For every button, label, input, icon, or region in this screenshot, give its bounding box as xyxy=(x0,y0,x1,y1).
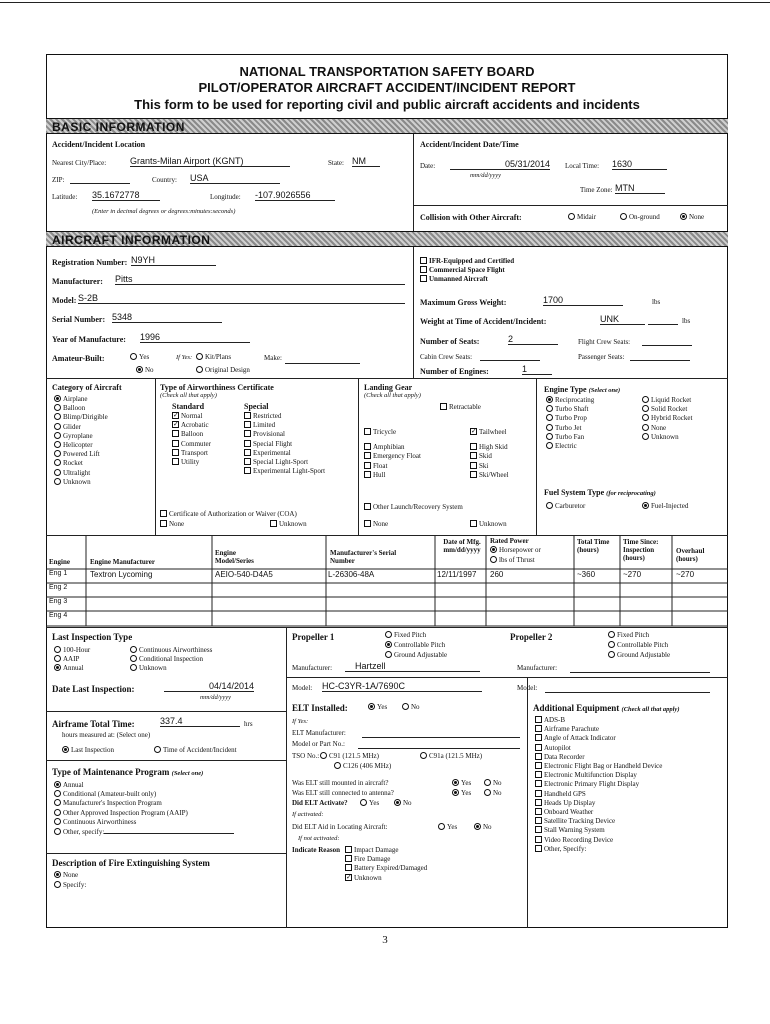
engine-unknown[interactable]: Unknown xyxy=(642,433,692,442)
cert-utility[interactable]: Utility xyxy=(172,458,211,467)
th-total-time: Total Time (hours) xyxy=(577,538,610,554)
cert-limited[interactable]: Limited xyxy=(244,421,325,430)
cert-provisional[interactable]: Provisional xyxy=(244,430,325,439)
gear-float[interactable]: Float xyxy=(364,462,421,471)
model-label: Model: xyxy=(52,296,77,305)
page-number: 3 xyxy=(382,934,388,946)
elt-tso-label: TSO No.: xyxy=(292,752,320,760)
manufacturer-field[interactable]: Pitts xyxy=(115,274,405,285)
cert-special-flight[interactable]: Special Flight xyxy=(244,440,325,449)
category-ultralight[interactable]: Ultralight xyxy=(54,469,108,478)
gear-amphibian[interactable]: Amphibian xyxy=(364,443,421,452)
fuel-title: Fuel System Type (for reciprocating) xyxy=(544,488,656,497)
engine-liquid-rocket[interactable]: Liquid Rocket xyxy=(642,396,692,405)
seats-label: Number of Seats: xyxy=(420,337,480,346)
time-zone-label: Time Zone: xyxy=(580,186,613,194)
equip-parachute[interactable]: Airframe Parachute xyxy=(535,725,662,734)
prop1-controllable[interactable]: Controllable Pitch xyxy=(385,641,445,649)
category-airplane[interactable]: Airplane xyxy=(54,395,108,404)
category-glider[interactable]: Glider xyxy=(54,423,108,432)
fuel-injected[interactable]: Fuel-Injected xyxy=(642,502,688,510)
equip-satellite[interactable]: Satellite Tracking Device xyxy=(535,817,662,826)
th-serial: Manufacturer's Serial Number xyxy=(330,549,397,565)
engines-count-field[interactable]: 1 xyxy=(522,364,552,375)
inspection-title: Last Inspection Type xyxy=(52,632,133,642)
collision-label: Collision with Other Aircraft: xyxy=(420,213,522,222)
equip-stall[interactable]: Stall Warning System xyxy=(535,826,662,835)
divider xyxy=(527,677,528,928)
cert-standard: Standard xyxy=(172,402,205,411)
elt-ifactivated: If activated: xyxy=(292,811,324,818)
cert-unknown[interactable]: Unknown xyxy=(270,520,307,528)
amateur-yes[interactable]: Yes xyxy=(130,353,149,361)
engine-type-left xyxy=(546,396,594,451)
insp-aaip[interactable]: AAIP xyxy=(54,655,79,663)
latitude-field[interactable]: 35.1672778 xyxy=(92,190,160,201)
prop1-mfr-field[interactable]: Hartzell xyxy=(345,661,480,672)
engine-none[interactable]: None xyxy=(642,424,692,433)
engine-turbo-prop[interactable]: Turbo Prop xyxy=(546,414,594,423)
last-insp-date-label: Date Last Inspection: xyxy=(52,684,135,694)
cert-balloon[interactable]: Balloon xyxy=(172,430,211,439)
cert-special-list xyxy=(244,412,325,476)
mgw-unit: lbs xyxy=(652,298,661,306)
elt-reason-fire[interactable]: Fire Damage xyxy=(345,855,427,864)
mgw-field[interactable]: 1700 xyxy=(543,295,623,306)
elt-reason-list xyxy=(345,846,427,883)
engine-type-right xyxy=(642,396,692,442)
last-insp-date-format: mm/dd/yyyy xyxy=(200,694,232,701)
maint-annual[interactable]: Annual xyxy=(54,781,234,790)
engine-row-4-eng: Eng 4 xyxy=(49,612,68,619)
gear-tricycle[interactable]: Tricycle xyxy=(364,428,421,437)
elt-c126[interactable]: C126 (406 MHz) xyxy=(334,762,391,770)
maint-aaip[interactable]: Other Approved Inspection Program (AAIP) xyxy=(54,809,234,818)
divider xyxy=(286,627,287,928)
prop1-ground-adj[interactable]: Ground Adjustable xyxy=(385,651,447,659)
city-field[interactable]: Grants-Milan Airport (KGNT) xyxy=(130,156,290,167)
elt-activate-no[interactable]: No xyxy=(394,799,412,807)
maint-list xyxy=(54,781,234,837)
fire-title: Description of Fire Extinguishing System xyxy=(52,858,210,868)
elt-q-locating: Did ELT Aid in Locating Aircraft: xyxy=(292,823,388,831)
collision-on-ground[interactable]: On-ground xyxy=(620,213,660,221)
th-date-mfg: Date of Mfg. mm/dd/yyyy xyxy=(443,538,481,554)
passenger-label: Passenger Seats: xyxy=(578,353,625,361)
category-blimp[interactable]: Blimp/Dirigible xyxy=(54,413,108,422)
equip-gps[interactable]: Handheld GPS xyxy=(535,790,662,799)
state-field[interactable]: NM xyxy=(352,156,380,167)
form-title: PILOT/OPERATOR AIRCRAFT ACCIDENT/INCIDENT REPORT xyxy=(198,80,576,95)
category-title: Category of Aircraft xyxy=(52,383,122,392)
engine-row-1-eng: Eng 1 xyxy=(49,570,68,577)
ifr-checkbox[interactable]: IFR-Equipped and Certified xyxy=(420,257,514,265)
engines-count-label: Number of Engines: xyxy=(420,367,489,376)
zip-field[interactable] xyxy=(70,173,130,184)
elt-model-label: Model or Part No.: xyxy=(292,740,345,748)
elt-c91[interactable]: C91 (121.5 MHz) xyxy=(320,752,379,760)
unmanned-checkbox[interactable]: Unmanned Aircraft xyxy=(420,275,488,283)
longitude-field[interactable]: -107.9026556 xyxy=(255,190,335,201)
serial-label: Serial Number: xyxy=(52,315,106,324)
equip-title: Additional Equipment (Check all that apply) xyxy=(533,703,680,713)
basic-info-heading: BASIC INFORMATION xyxy=(52,120,185,134)
cert-sub: (Check all that apply) xyxy=(160,392,217,399)
engine-type-title: Engine Type (Select one) xyxy=(544,385,621,394)
elt-model-field[interactable] xyxy=(358,742,520,749)
prop1-model-field[interactable]: HC-C3YR-1A/7690C xyxy=(322,681,482,692)
city-label: Nearest City/Place: xyxy=(52,159,107,167)
country-label: Country: xyxy=(152,176,177,184)
weight-field[interactable]: UNK xyxy=(600,314,645,325)
insp-annual[interactable]: Annual xyxy=(54,664,84,672)
divider xyxy=(413,205,728,206)
engine-row-1-total[interactable]: ~360 xyxy=(577,570,596,579)
elt-ifnot: If not activated: xyxy=(298,835,340,842)
basic-info-band xyxy=(46,118,728,134)
seats-field[interactable]: 2 xyxy=(508,334,558,345)
passenger-field[interactable] xyxy=(630,353,690,361)
cert-acrobatic[interactable]: ✓Acrobatic xyxy=(172,421,211,430)
divider xyxy=(46,853,286,854)
divider xyxy=(536,378,537,535)
elt-mounted-no[interactable]: No xyxy=(484,779,502,787)
category-rocket[interactable]: Rocket xyxy=(54,459,108,468)
divider xyxy=(286,677,728,678)
elt-antenna-no[interactable]: No xyxy=(484,789,502,797)
equip-other[interactable]: Other, Specify: xyxy=(535,845,662,854)
local-time-label: Local Time: xyxy=(565,162,600,170)
time-zone-field[interactable]: MTN xyxy=(615,183,665,194)
engine-electric[interactable]: Electric xyxy=(546,442,594,451)
engine-row-1-power[interactable]: 260 xyxy=(490,570,504,579)
country-field[interactable]: USA xyxy=(190,173,280,184)
engine-row-1-insp[interactable]: ~270 xyxy=(623,570,642,579)
cert-experimental[interactable]: Experimental xyxy=(244,449,325,458)
make-label: Make: xyxy=(264,354,282,362)
local-time-field[interactable]: 1630 xyxy=(612,159,667,170)
weight-label: Weight at Time of Accident/Incident: xyxy=(420,317,547,326)
airframe-unit: hrs xyxy=(244,720,253,728)
engine-reciprocating[interactable]: Reciprocating xyxy=(546,396,594,405)
elt-mfr-field[interactable] xyxy=(362,731,520,738)
serial-field[interactable]: 5348 xyxy=(112,312,222,323)
elt-yes[interactable]: Yes xyxy=(368,703,387,711)
gear-emergency-float[interactable]: Emergency Float xyxy=(364,452,421,461)
cert-normal[interactable]: ✓Normal xyxy=(172,412,211,421)
divider xyxy=(413,247,414,378)
gear-right-list xyxy=(470,428,509,480)
prop2-ground-adj[interactable]: Ground Adjustable xyxy=(608,651,670,659)
weight-blank xyxy=(648,315,678,325)
insp-continuous[interactable]: Continuous Airworthiness xyxy=(130,646,212,654)
coord-note: (Enter in decimal degrees or degrees:minutes:seconds) xyxy=(92,208,236,215)
airframe-field[interactable]: 337.4 xyxy=(160,716,240,727)
engine-turbo-fan[interactable]: Turbo Fan xyxy=(546,433,594,442)
divider xyxy=(46,760,286,761)
engine-row-3-eng: Eng 3 xyxy=(49,598,68,605)
top-rule xyxy=(0,2,770,3)
insp-100-hour[interactable]: 100-Hour xyxy=(54,646,90,654)
engine-row-1-mfr[interactable]: Textron Lycoming xyxy=(90,570,153,579)
engine-row-2-eng: Eng 2 xyxy=(49,584,68,591)
year-label: Year of Manufacture: xyxy=(52,335,126,344)
prop1-title: Propeller 1 xyxy=(292,632,335,642)
gear-ski[interactable]: Ski xyxy=(470,462,509,471)
fire-specify[interactable]: Specify: xyxy=(54,881,86,889)
aircraft-info-band xyxy=(46,231,728,247)
engine-row-1-date[interactable]: 12/11/1997 xyxy=(437,570,477,579)
measured-time-of-accident[interactable]: Time of Accident/Incident xyxy=(154,746,237,754)
prop2-model-field[interactable] xyxy=(545,686,710,693)
cabin-crew-label: Cabin Crew Seats: xyxy=(420,353,473,361)
registration-field[interactable]: N9YH xyxy=(131,255,216,266)
prop1-mfr-label: Manufacturer: xyxy=(292,664,333,672)
engine-solid-rocket[interactable]: Solid Rocket xyxy=(642,405,692,414)
airframe-label: Airframe Total Time: xyxy=(52,719,135,729)
original-design[interactable]: Original Design xyxy=(196,366,250,374)
weight-unit: lbs xyxy=(682,317,691,325)
engine-row-1-ovh[interactable]: ~270 xyxy=(676,570,695,579)
elt-q-activate: Did ELT Activate? xyxy=(292,799,348,807)
equip-weather[interactable]: Onboard Weather xyxy=(535,808,662,817)
equip-list xyxy=(535,716,662,854)
model-field[interactable]: S-2B xyxy=(78,293,405,304)
elt-q-antenna: Was ELT still connected to antenna? xyxy=(292,789,394,797)
th-engine-mfr: Engine Manufacturer xyxy=(90,558,156,566)
longitude-label: Longitude: xyxy=(210,193,241,201)
elt-reason-battery[interactable]: Battery Expired/Damaged xyxy=(345,864,427,873)
flight-crew-label: Flight Crew Seats: xyxy=(578,338,631,346)
gear-ski-wheel[interactable]: Ski/Wheel xyxy=(470,471,509,480)
th-rated-power: Rated Power xyxy=(490,537,529,545)
engine-row-1-model[interactable]: AEIO-540-D4A5 xyxy=(215,570,273,579)
maint-title: Type of Maintenance Program (Select one) xyxy=(52,767,204,777)
gear-left-list xyxy=(364,428,421,480)
kit-plans[interactable]: Kit/Plans xyxy=(196,353,231,361)
equip-autopilot[interactable]: Autopilot xyxy=(535,744,662,753)
elt-locating-no[interactable]: No xyxy=(474,823,492,831)
amateur-label: Amateur-Built: xyxy=(52,354,105,363)
gear-high-skid[interactable]: High Skid xyxy=(470,443,509,452)
maint-conditional[interactable]: Conditional (Amateur-built only) xyxy=(54,790,234,799)
engine-turbo-shaft[interactable]: Turbo Shaft xyxy=(546,405,594,414)
gear-tailwheel[interactable]: ✓Tailwheel xyxy=(470,428,509,437)
elt-reason-impact[interactable]: Impact Damage xyxy=(345,846,427,855)
cabin-crew-field[interactable] xyxy=(480,353,540,361)
divider xyxy=(155,378,156,535)
latitude-label: Latitude: xyxy=(52,193,78,201)
elt-installed-label: ELT Installed: xyxy=(292,703,348,713)
equip-efb[interactable]: Electronic Flight Bag or Handheld Device xyxy=(535,762,662,771)
elt-locating-yes[interactable]: Yes xyxy=(438,823,457,831)
measured-label: hours measured at: (Select one) xyxy=(62,731,151,739)
prop2-fixed[interactable]: Fixed Pitch xyxy=(608,631,649,639)
divider xyxy=(413,134,414,231)
elt-antenna-yes[interactable]: Yes xyxy=(452,789,471,797)
th-hp[interactable]: Horsepower or xyxy=(490,546,541,554)
equip-video[interactable]: Video Recording Device xyxy=(535,836,662,845)
gear-sub: (Check all that apply) xyxy=(364,392,421,399)
prop2-mfr-field[interactable] xyxy=(570,666,710,673)
prop2-controllable[interactable]: Controllable Pitch xyxy=(608,641,668,649)
fuel-carburetor[interactable]: Carburetor xyxy=(546,502,585,510)
cert-restricted[interactable]: Restricted xyxy=(244,412,325,421)
cert-coa[interactable]: Certificate of Authorization or Waiver (COA) xyxy=(160,510,297,518)
th-lbs-thrust[interactable]: lbs of Thrust xyxy=(490,556,535,564)
gear-skid[interactable]: Skid xyxy=(470,452,509,461)
elt-mounted-yes[interactable]: Yes xyxy=(452,779,471,787)
equip-pfd[interactable]: Electronic Primary Flight Display xyxy=(535,780,662,789)
prop1-fixed[interactable]: Fixed Pitch xyxy=(385,631,426,639)
measured-last-insp[interactable]: Last Inspection xyxy=(62,746,114,754)
agency-title: NATIONAL TRANSPORTATION SAFETY BOARD xyxy=(239,64,535,79)
th-inspection: Time Since: Inspection (hours) xyxy=(623,538,659,562)
date-time-title: Accident/Incident Date/Time xyxy=(420,140,519,149)
engine-hybrid-rocket[interactable]: Hybrid Rocket xyxy=(642,414,692,423)
divider xyxy=(46,627,728,628)
date-field[interactable]: 05/31/2014 xyxy=(450,159,550,170)
last-insp-date-field[interactable]: 04/14/2014 xyxy=(164,681,254,692)
equip-data-recorder[interactable]: Data Recorder xyxy=(535,753,662,762)
category-gyroplane[interactable]: Gyroplane xyxy=(54,432,108,441)
prop2-mfr-label: Manufacturer: xyxy=(517,664,558,672)
th-overhaul: Overhaul (hours) xyxy=(676,547,705,563)
gear-other[interactable]: Other Launch/Recovery System xyxy=(364,503,463,511)
prop2-title: Propeller 2 xyxy=(510,632,553,642)
gear-none[interactable]: None xyxy=(364,520,388,528)
cert-commuter[interactable]: Commuter xyxy=(172,440,211,449)
equip-adsb[interactable]: ADS-B xyxy=(535,716,662,725)
divider xyxy=(358,378,359,535)
gear-hull[interactable]: Hull xyxy=(364,471,421,480)
category-powered-lift[interactable]: Powered Lift xyxy=(54,450,108,459)
date-format: mm/dd/yyyy xyxy=(470,172,502,179)
collision-midair[interactable]: Midair xyxy=(568,213,596,221)
category-unknown[interactable]: Unknown xyxy=(54,478,108,487)
engine-turbo-jet[interactable]: Turbo Jet xyxy=(546,424,594,433)
elt-no[interactable]: No xyxy=(402,703,420,711)
location-title: Accident/Incident Location xyxy=(52,140,146,149)
equip-hud[interactable]: Heads Up Display xyxy=(535,799,662,808)
category-balloon[interactable]: Balloon xyxy=(54,404,108,413)
amateur-ifyes: If Yes: xyxy=(176,354,193,361)
cert-transport[interactable]: Transport xyxy=(172,449,211,458)
category-helicopter[interactable]: Helicopter xyxy=(54,441,108,450)
th-engine: Engine xyxy=(49,558,71,566)
state-label: State: xyxy=(328,159,344,167)
maint-other[interactable]: Other, specify: xyxy=(54,827,234,837)
elt-activate-yes[interactable]: Yes xyxy=(360,799,379,807)
date-label: Date: xyxy=(420,162,436,170)
year-field[interactable]: 1996 xyxy=(140,332,250,343)
cert-standard-list xyxy=(172,412,211,467)
cert-title: Type of Airworthiness Certificate xyxy=(160,383,274,392)
equip-mfd[interactable]: Electronic Multifunction Display xyxy=(535,771,662,780)
amateur-no[interactable]: No xyxy=(136,366,154,374)
collision-none[interactable]: None xyxy=(680,213,704,221)
manufacturer-label: Manufacturer: xyxy=(52,277,103,286)
prop2-model-label: Model: xyxy=(517,684,538,692)
gear-unknown[interactable]: Unknown xyxy=(470,520,507,528)
cert-experimental-lsa[interactable]: Experimental Light-Sport xyxy=(244,467,325,476)
equip-aoa[interactable]: Angle of Attack Indicator xyxy=(535,734,662,743)
elt-q-mounted: Was ELT still mounted in aircraft? xyxy=(292,779,389,787)
elt-reason-label: Indicate Reason xyxy=(292,846,341,854)
mgw-label: Maximum Gross Weight: xyxy=(420,298,507,307)
category-list xyxy=(54,395,108,487)
insp-conditional[interactable]: Conditional Inspection xyxy=(130,655,203,663)
divider xyxy=(46,378,728,379)
gear-retractable[interactable]: Retractable xyxy=(440,403,481,411)
fire-none[interactable]: None xyxy=(54,871,78,879)
th-engine-model: Engine Model/Series xyxy=(215,549,254,565)
cert-special-lsa[interactable]: Special Light-Sport xyxy=(244,458,325,467)
registration-label: Registration Number: xyxy=(52,258,128,267)
elt-reason-unknown[interactable]: ✓Unknown xyxy=(345,874,427,883)
elt-mfr-label: ELT Manufacturer: xyxy=(292,729,346,737)
divider xyxy=(46,711,286,712)
gear-title: Landing Gear xyxy=(364,383,413,392)
cert-none[interactable]: None xyxy=(160,520,184,528)
zip-label: ZIP: xyxy=(52,176,65,184)
elt-ifyes: If Yes: xyxy=(292,718,309,725)
flight-crew-field[interactable] xyxy=(642,338,692,346)
maint-continuous[interactable]: Continuous Airworthiness xyxy=(54,818,234,827)
insp-unknown[interactable]: Unknown xyxy=(130,664,167,672)
prop1-model-label: Model: xyxy=(292,684,313,692)
form-subtitle: This form to be used for reporting civil and public aircraft accidents and incidents xyxy=(134,97,640,112)
cert-special: Special xyxy=(244,402,269,411)
maint-manufacturer[interactable]: Manufacturer's Inspection Program xyxy=(54,799,234,808)
aircraft-info-heading: AIRCRAFT INFORMATION xyxy=(52,233,211,247)
space-checkbox[interactable]: Commercial Space Flight xyxy=(420,266,505,274)
elt-c91a[interactable]: C91a (121.5 MHz) xyxy=(420,752,482,760)
make-field[interactable] xyxy=(285,355,360,364)
engine-row-1-serial[interactable]: L-26306-48A xyxy=(328,570,375,579)
